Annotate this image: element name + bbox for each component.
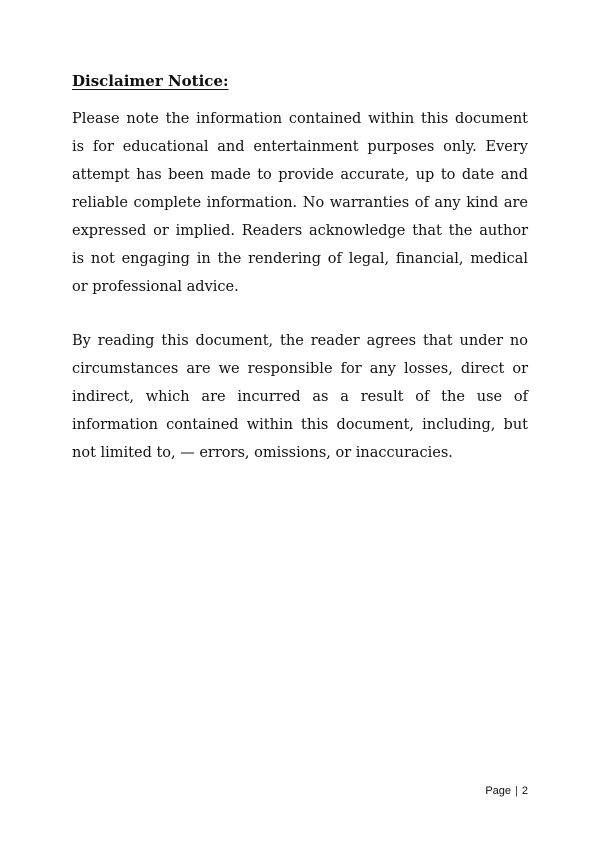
disclaimer-heading: Disclaimer Notice:	[72, 72, 229, 90]
disclaimer-paragraph-1: Please note the information contained within this document is for educational and entertainment purposes only. Every attempt has been made to provide accurate, up to date and reliable complete information. No warranties of any kind are expressed or implied. Readers acknowledge that the author is not engaging in the rendering of legal, financial, medical or professional advice.	[72, 111, 528, 295]
page-number: 2	[521, 785, 528, 797]
page-footer	[485, 784, 528, 798]
page-separator: |	[515, 785, 518, 797]
page-label: Page	[485, 785, 512, 797]
document-body	[72, 70, 528, 467]
disclaimer-paragraph-2: By reading this document, the reader agrees that under no circumstances are we responsible for any losses, direct or indirect, which are incurred as a result of the use of information contained within this document, including, but not limited to, — errors, omissions, or inaccuracies.	[72, 333, 528, 461]
